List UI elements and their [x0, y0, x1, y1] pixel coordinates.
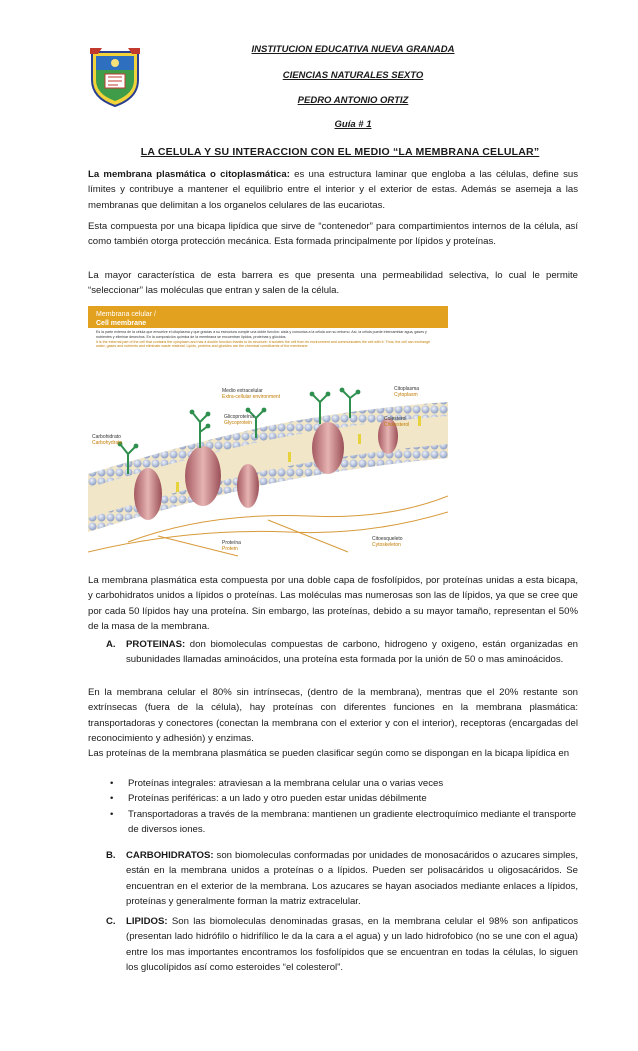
label-citoplasma-en: Cytoplasm	[394, 392, 418, 398]
paragraph-composicion: La membrana plasmática esta compuesta por una doble capa de fosfolípidos, por proteínas unidas a esta bicapa, y carbohidratos unidos a lípidos o proteínas. Las moléculas mas numerosas son las de lípidos, ya que se cree que por cada 50 lípidos hay una proteína. Sin embargo, las proteínas, debido a su mayor tamaño, representan el 50% de la masa de la membrana.	[88, 575, 578, 633]
intro-paragraph	[88, 167, 578, 213]
paragraph-clasificacion: Las proteínas de la membrana plasmática se pueden clasificar según como se dispongan en la bicapa lipídica en	[88, 748, 570, 759]
label-carbohidrato-en: Carbohydrate	[92, 440, 123, 446]
label-citoesqueleto-en: Cytoskeleton	[372, 542, 401, 548]
cell-membrane-figure	[88, 306, 448, 564]
figure-description-es: Es la parte externa de la célula que envuelve el citoplasma y que gracias a su estructura cumple una doble función: aísla y comunica a la célula con su entorno. Así, la célula puede intercambiar agua, gases y nutrientes y eliminar desechos. En la composición química de la membrana se encuentran lípidos, proteínas y glúcidos.	[96, 330, 427, 339]
label-proteina-en: Protein	[222, 546, 238, 552]
label-medio-es: Medio extracelular	[222, 388, 263, 394]
item-a-text: don biomoleculas compuestas de carbono, hidrogeno y oxigeno, están organizadas en subunidades llamadas aminoácidos, una proteína esta formada por la unión de 50 o mas aminoácidos.	[126, 639, 578, 666]
school-name: INSTITUCION EDUCATIVA NUEVA GRANADA	[251, 44, 455, 55]
intro-text: es una estructura laminar que engloba a las células, define sus límites y contribuye a mantener el equilibrio entre el interior y el exterior de estas. Además se asemeja a las membranas que delimitan a los organelos celulares de las eucariotas.	[88, 169, 578, 211]
label-medio-en: Extra-cellular environment	[222, 394, 281, 400]
document-title: LA CELULA Y SU INTERACCION CON EL MEDIO “LA MEMBRANA CELULAR”	[140, 146, 540, 158]
banner-title-es: Membrana celular /	[96, 311, 156, 318]
label-carbohidrato-es: Carbohidrato	[92, 434, 121, 440]
subject-name: CIENCIAS NATURALES SEXTO	[282, 70, 424, 81]
banner-title-en: Cell membrane	[96, 320, 147, 327]
item-b-marker: B.	[106, 850, 116, 861]
item-carbohidratos	[88, 848, 578, 910]
item-proteinas	[88, 637, 578, 668]
item-c-marker: C.	[106, 916, 116, 927]
bullet-text-integrales: Proteínas integrales: atraviesan a la membrana celular una o varias veces	[128, 778, 444, 789]
label-citoesqueleto-es: Citoesqueleto	[372, 536, 403, 542]
item-a-lead: PROTEINAS:	[126, 639, 186, 650]
paragraph-permeabilidad: La mayor característica de esta barrera es que presenta una permeabilidad selectiva, lo cual le permite “seleccionar” las moléculas que entran y salen de la célula.	[88, 270, 578, 297]
list-item	[88, 776, 578, 791]
label-glicoproteina-en: Glycoprotein	[224, 420, 253, 426]
paragraph-proteinas-funciones: En la membrana celular el 80% sin intrínsecas, (dentro de la membrana), mentras que el 20% restante son extrínsecas (fuera de la célula), hay proteínas con diferentes funciones en la membrana plasmática: transportadoras y conectores (conectan la membrana con el exterior y con el interior), receptoras (encargadas del reconocimiento y adhesión) y enzimas.	[88, 687, 578, 745]
bullet-text-perifericas: Proteínas periféricas: a un lado y otro pueden estar unidas débilmente	[128, 793, 427, 805]
figure-description-en: It is the external part of the cell that contains the cytoplasm and has a double function thanks to its structure: it isolates the cell from its environment and communicates the cell with it. Thus, the cell can exchange water, gases and nutrients and eliminate waste material. Lipids, proteins and glucides are the chemical constituents of the membrane.	[96, 339, 431, 349]
label-glicoproteina-es: Glicoproteína	[224, 414, 254, 420]
teacher-name: PEDRO ANTONIO ORTIZ	[297, 95, 409, 106]
paragraph-bicapa: Esta compuesta por una bicapa lipídica que sirve de “contenedor” para compartimientos internos de la célula, así como también otorga protección mecánica. Esta formada principalmente por lípidos y proteínas.	[88, 221, 578, 248]
membrane-diagram	[88, 306, 448, 564]
item-c-lead: LIPIDOS:	[126, 916, 168, 927]
guide-number: Guía # 1	[334, 119, 372, 130]
bullet-icon: •	[110, 793, 114, 805]
bullet-icon: •	[110, 808, 114, 820]
item-b-lead: CARBOHIDRATOS:	[126, 850, 214, 861]
label-colesterol-es: Colesterol	[384, 416, 407, 422]
label-colesterol-en: Cholesterol	[384, 422, 410, 428]
protein-types-list	[88, 776, 578, 838]
item-c-text: Son las biomoleculas denominadas grasas, en la membrana celular el 98% son anfipaticos (presentan lado hidrófilo o hidrifílico le da la cara a el agua) y un lado hidrofobico (no se une con el agua) entre los mas importantes encontramos los fosfolípidos que se encuentran en todas la células, lo siguen los glucolípidos así como esteroides “el colesterol”.	[126, 916, 578, 974]
bullet-text-transportadoras: Transportadoras a través de la membrana: mantienen un gradiente electroquímico mediante el transporte de diversos iones.	[128, 808, 577, 836]
intro-lead: La membrana plasmática o citoplasmática:	[88, 169, 290, 180]
item-lipidos	[88, 914, 578, 976]
list-item	[88, 791, 578, 806]
label-proteina-es: Proteína	[222, 540, 241, 546]
item-b-text: son biomoleculas conformadas por unidades de monosacáridos o azucares simples, están en la membrana unidos a proteínas o a lípidos. Pueden ser polisacáridos u oligosacáridos. Se encuentran en el exterior de la membrana. Los azucares se hayan asociados mediante enlaces a lípidos, proteínas y generalmente forman la matriz extracelular.	[126, 850, 578, 908]
item-a-marker: A.	[106, 639, 116, 650]
list-item	[88, 807, 578, 838]
bullet-icon: •	[110, 778, 114, 789]
label-citoplasma-es: Citoplasma	[394, 386, 420, 392]
